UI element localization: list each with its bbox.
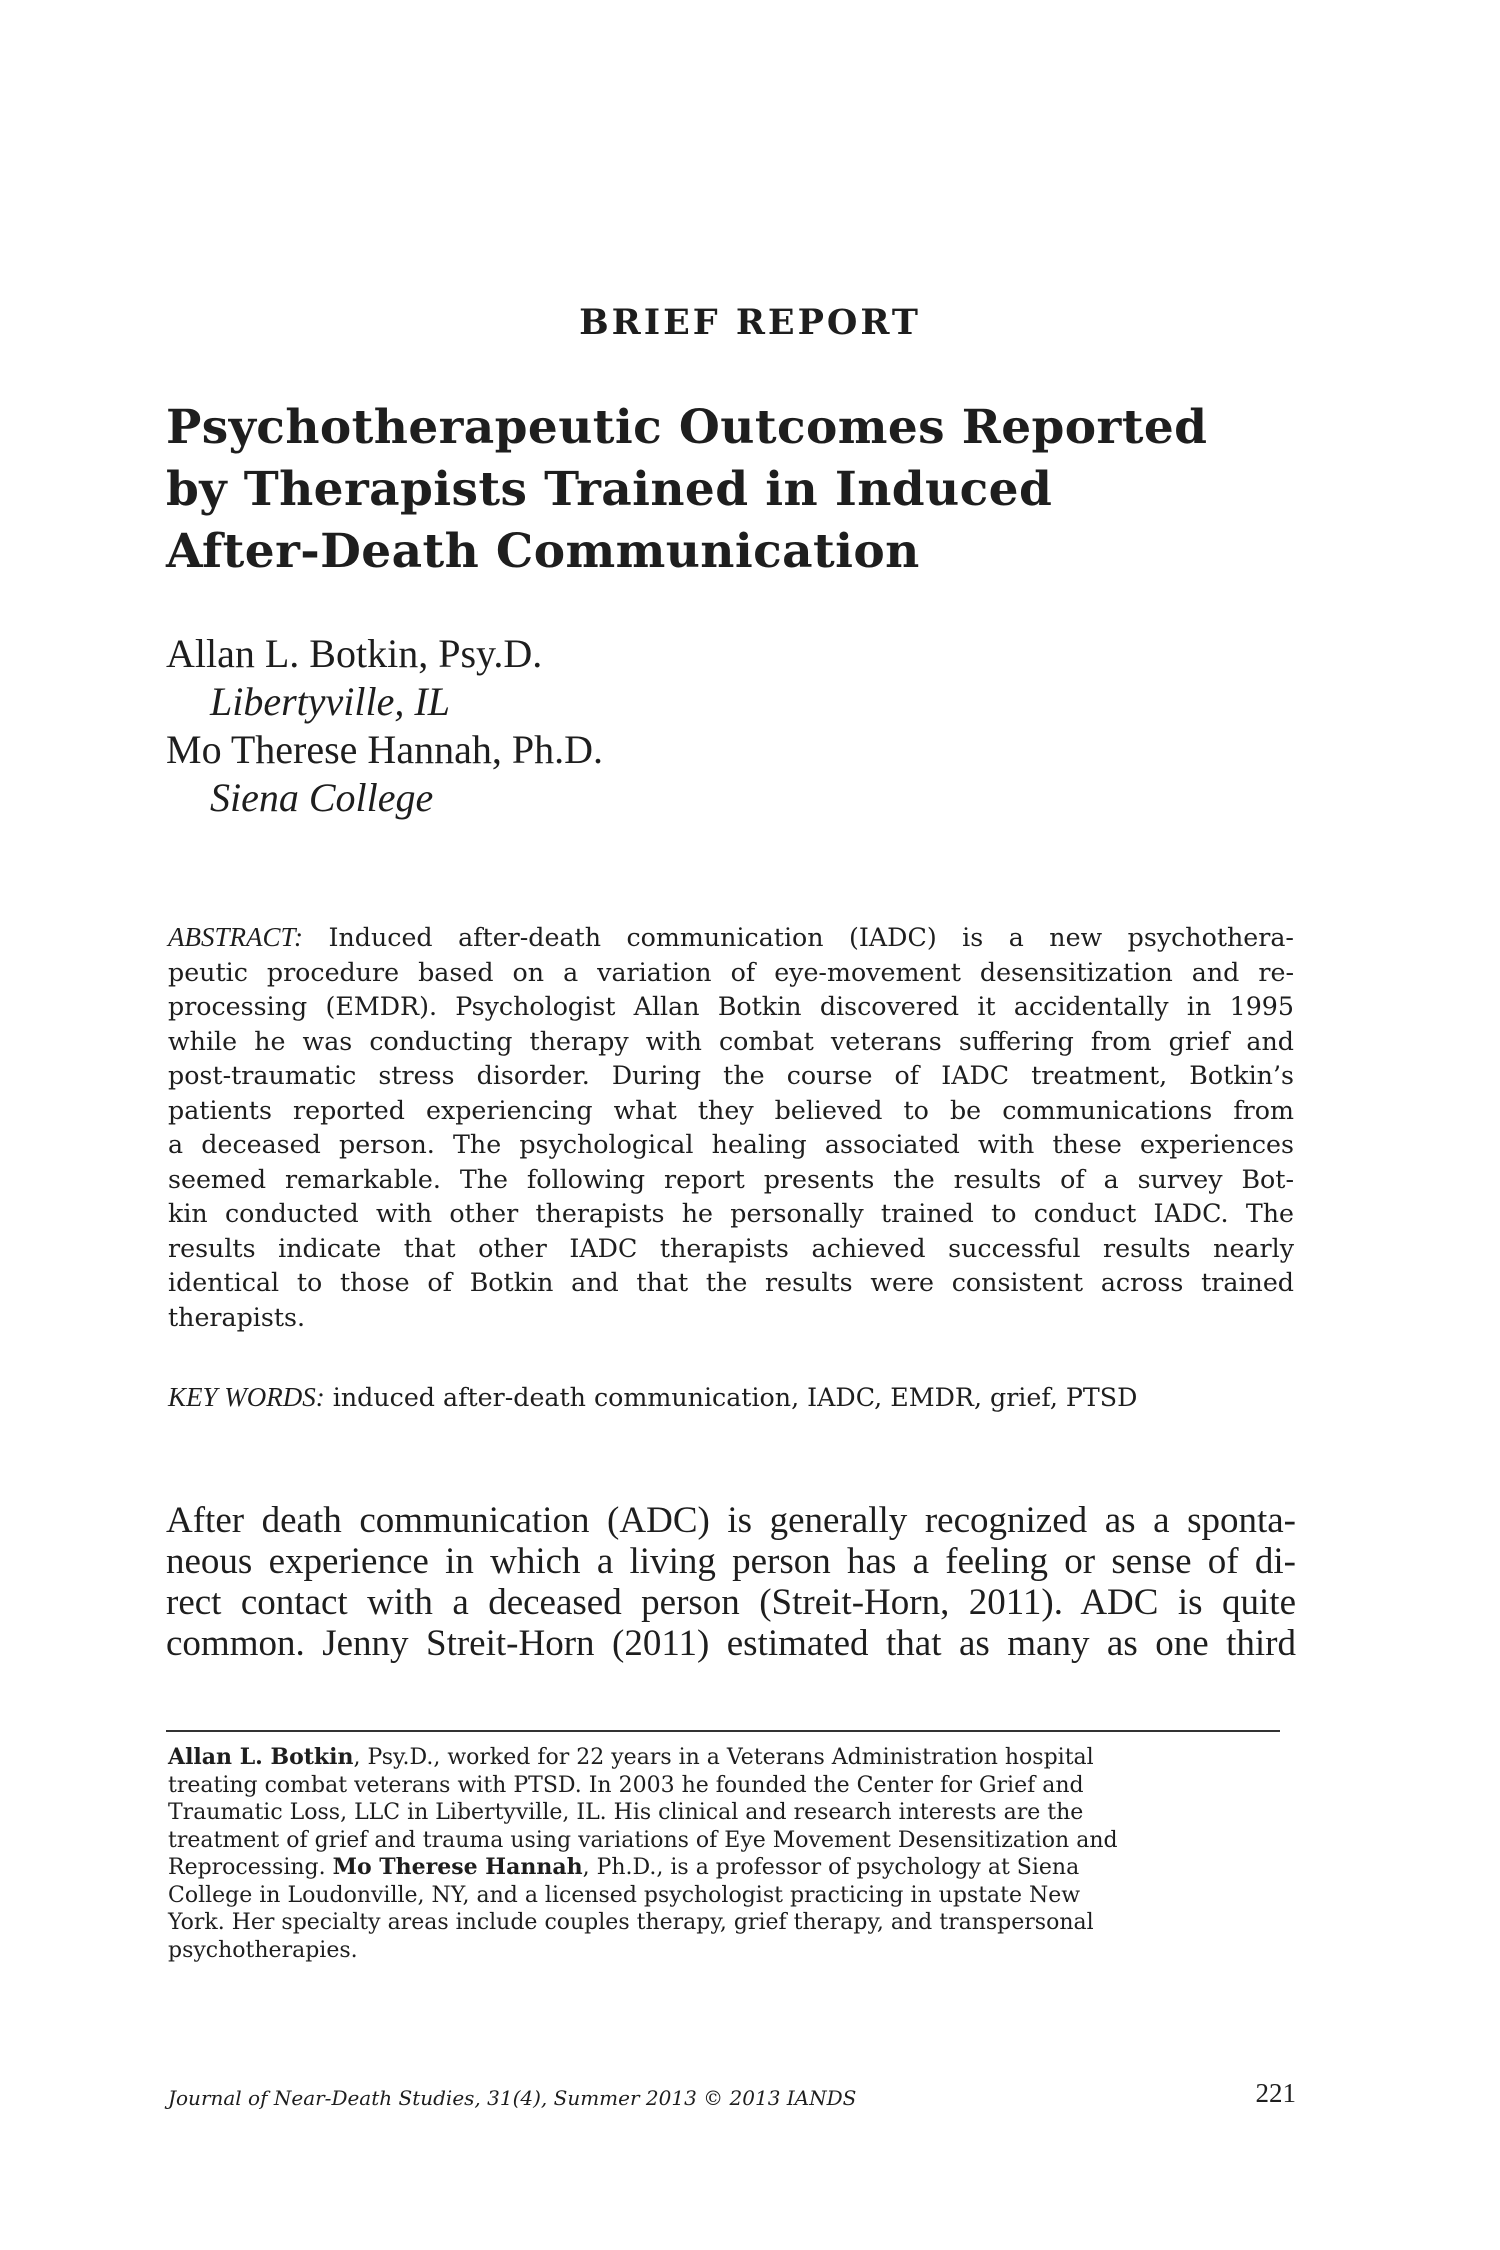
footnote-line: psychotherapies. xyxy=(168,1937,358,1963)
keywords-label: KEY WORDS: xyxy=(168,1382,325,1412)
footnote-rule xyxy=(166,1730,1280,1732)
footnote-text: , Psy.D., worked for 22 years in a Veterans Administration hospital xyxy=(353,1745,1094,1770)
paper-title xyxy=(166,397,1346,583)
abstract-line: results indicate that other IADC therapists achieved successful results nearly xyxy=(168,1233,1294,1263)
abstract-line: seemed remarkable. The following report presents the results of a survey Bot- xyxy=(168,1164,1294,1194)
footnote-author-name: Allan L. Botkin xyxy=(168,1744,354,1770)
abstract-label: ABSTRACT: xyxy=(168,922,304,952)
page-number: 221 xyxy=(1255,2078,1296,2108)
footnote-text: Reprocessing. xyxy=(168,1855,333,1880)
keywords xyxy=(168,1380,1294,1416)
footnote-line xyxy=(168,1854,1264,1882)
section-label: BRIEF REPORT xyxy=(579,302,921,343)
author-block xyxy=(166,630,1266,822)
body-line: After death communication (ADC) is generally recognized as a sponta- xyxy=(166,1500,1296,1541)
author-name: Mo Therese Hannah, Ph.D. xyxy=(166,727,603,772)
footnote-line: treating combat veterans with PTSD. In 2003 he founded the Center for Grief and xyxy=(168,1772,1084,1798)
title-line: by Therapists Trained in Induced xyxy=(166,462,1053,517)
body-line: rect contact with a deceased person (Streit-Horn, 2011). ADC is quite xyxy=(166,1582,1296,1623)
footnote-text: , Ph.D., is a professor of psychology at Siena xyxy=(582,1855,1080,1880)
footnote-line: College in Loudonville, NY, and a licensed psychologist practicing in upstate New xyxy=(168,1882,1081,1908)
journal-citation: Journal of Near-Death Studies, 31(4), Summer 2013 © 2013 IANDS xyxy=(168,2086,857,2110)
abstract-line: peutic procedure based on a variation of eye-movement desensitization and re- xyxy=(168,957,1294,987)
abstract-line: a deceased person. The psychological healing associated with these experiences xyxy=(168,1130,1294,1159)
author-affiliation: Libertyville, IL xyxy=(210,679,450,724)
author-affiliation: Siena College xyxy=(210,775,434,820)
author-footnote xyxy=(168,1744,1264,1964)
body-paragraph xyxy=(166,1500,1296,1664)
footnote-line: Traumatic Loss, LLC in Libertyville, IL. His clinical and research interests are the xyxy=(168,1800,1084,1825)
footnote-line xyxy=(168,1744,1264,1772)
abstract-line: while he was conducting therapy with combat veterans suffering from grief and xyxy=(168,1026,1294,1056)
abstract-line: therapists. xyxy=(168,1302,306,1332)
title-line: After-Death Communication xyxy=(166,524,920,579)
body-line: common. Jenny Streit-Horn (2011) estimated that as many as one third xyxy=(166,1623,1296,1664)
author-name: Allan L. Botkin, Psy.D. xyxy=(166,631,543,676)
abstract-line xyxy=(168,920,1294,956)
body-line: neous experience in which a living person has a feeling or sense of di- xyxy=(166,1541,1296,1582)
footnote-line: treatment of grief and trauma using variations of Eye Movement Desensitization and xyxy=(168,1827,1118,1853)
footnote-author-name: Mo Therese Hannah xyxy=(332,1854,583,1880)
abstract-line: post-traumatic stress disorder. During the course of IADC treatment, Botkin’s xyxy=(168,1061,1294,1090)
abstract-line: patients reported experiencing what they believed to be communications from xyxy=(168,1095,1294,1125)
footnote-line: York. Her specialty areas include couples therapy, grief therapy, and transpersonal xyxy=(168,1910,1094,1935)
abstract-line: identical to those of Botkin and that the results were consistent across trained xyxy=(168,1268,1294,1297)
abstract-line: kin conducted with other therapists he personally trained to conduct IADC. The xyxy=(168,1199,1294,1228)
abstract-text: Induced after-death communication (IADC) is a new psychothera- xyxy=(328,923,1294,952)
abstract-line: processing (EMDR). Psychologist Allan Botkin discovered it accidentally in 1995 xyxy=(168,992,1294,1021)
title-line: Psychotherapeutic Outcomes Reported xyxy=(166,400,1208,455)
keywords-text: induced after-death communication, IADC, EMDR, grief, PTSD xyxy=(332,1383,1138,1412)
abstract xyxy=(168,920,1294,1335)
